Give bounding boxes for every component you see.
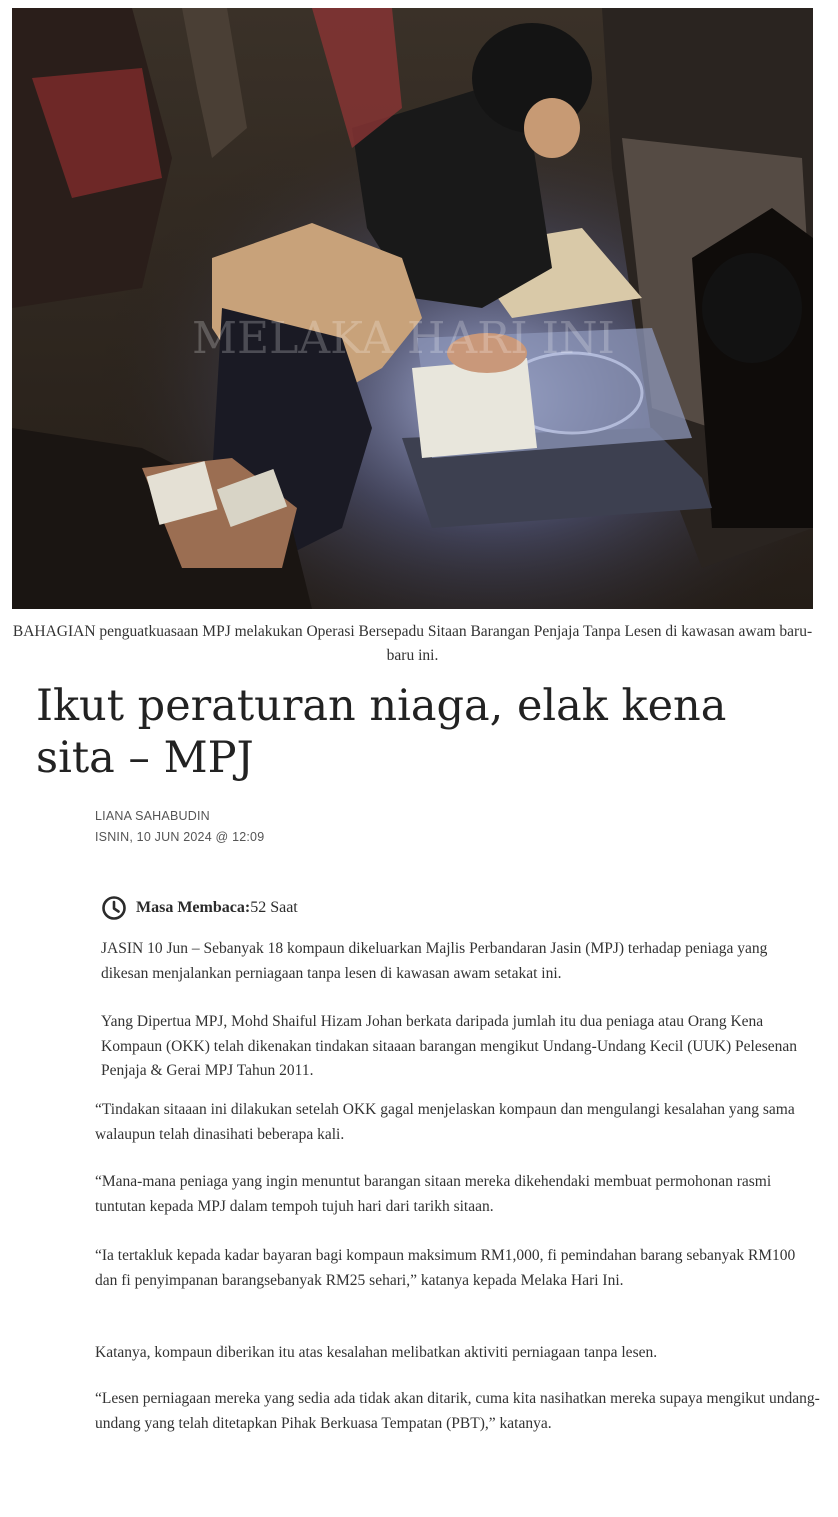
reading-time-label: Masa Membaca: — [136, 899, 251, 916]
paragraph-7: “Lesen perniagaan mereka yang sedia ada tidak akan ditarik, cuma kita nasihatkan mereka supaya mengikut undang-undang yang telah ditetapkan Pihak Berkuasa Tempatan (PBT),” katanya. — [95, 1390, 820, 1432]
paragraph-4: “Mana-mana peniaga yang ingin menuntut barangan sitaan mereka dikehendaki membuat permohonan rasmi tuntutan kepada MPJ dalam tempoh tujuh hari dari tarikh sitaan. — [95, 1173, 772, 1215]
paragraph-1: JASIN 10 Jun – Sebanyak 18 kompaun dikeluarkan Majlis Perbandaran Jasin (MPJ) terhadap peniaga yang dikesan menjalankan perniagaan tanpa lesen di kawasan awam setakat ini. — [101, 940, 768, 982]
hero-photo — [12, 8, 813, 609]
article-title: Ikut peraturan niaga, elak kena sita – MPJ — [36, 681, 727, 783]
paragraph-3: “Tindakan sitaaan ini dilakukan setelah OKK gagal menjelaskan kompaun dan mengulangi kesalahan yang sama walaupun telah dinasihati beberapa kali. — [95, 1101, 795, 1143]
photo-caption: BAHAGIAN penguatkuasaan MPJ melakukan Operasi Bersepadu Sitaan Barangan Penjaja Tanpa Lesen di kawasan awam baru-baru ini. — [12, 623, 813, 664]
paragraph-5: “Ia tertakluk kepada kadar bayaran bagi kompaun maksimum RM1,000, fi pemindahan barang sebanyak RM100 dan fi penyimpanan barangsebanyak RM25 sehari,” katanya kepada Melaka Hari Ini. — [95, 1247, 796, 1289]
paragraph-2: Yang Dipertua MPJ, Mohd Shaiful Hizam Johan berkata daripada jumlah itu dua peniaga atau Orang Kena Kompaun (OKK) telah dikenakan tindakan sitaaan barangan mengikut Undang-Undang Kecil (UUK) Pelesenan Penjaja & Gerai MPJ Tahun 2011. — [101, 1013, 797, 1079]
paragraph-6: Katanya, kompaun diberikan itu atas kesalahan melibatkan aktiviti perniagaan tanpa lesen. — [95, 1344, 658, 1361]
hero-photo-illustration — [12, 8, 813, 609]
reading-time-value: 52 Saat — [250, 899, 298, 916]
author-name[interactable]: LIANA SAHABUDIN — [95, 809, 210, 823]
reading-time — [101, 895, 298, 921]
clock-icon — [101, 895, 127, 921]
article-byline — [95, 806, 264, 848]
watermark-text: MELAKA HARI INI — [192, 313, 615, 364]
publish-date: ISNIN, 10 JUN 2024 @ 12:09 — [95, 830, 265, 844]
